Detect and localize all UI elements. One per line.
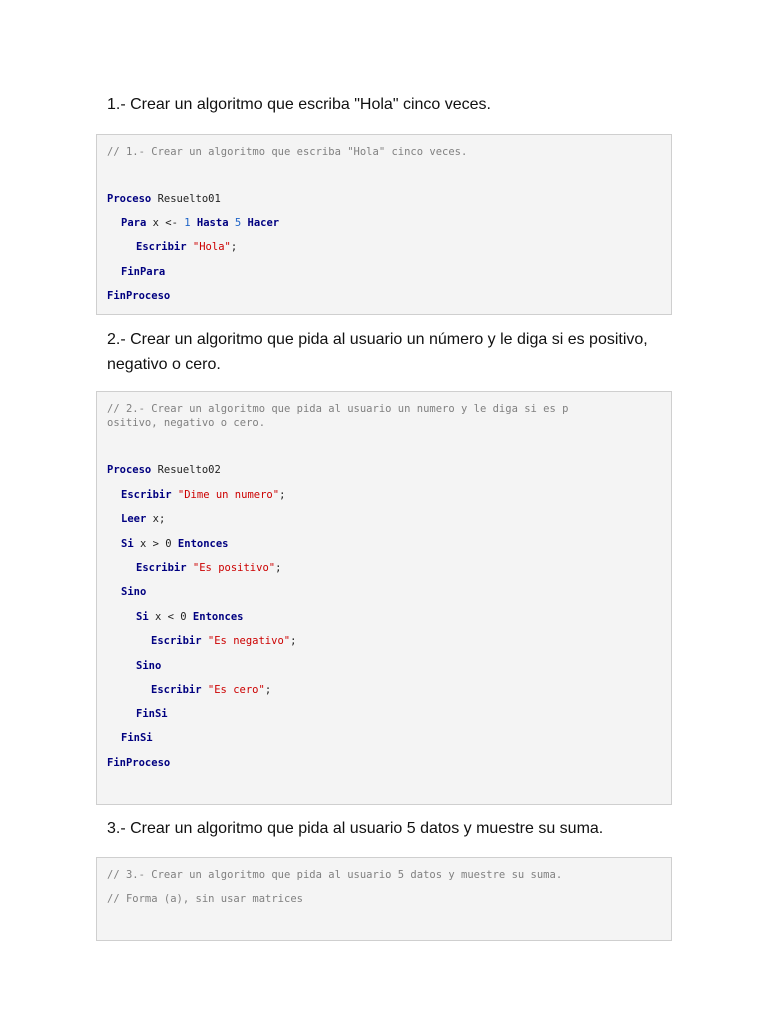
keyword-escribir: Escribir	[121, 489, 172, 501]
keyword-sino: Sino	[121, 586, 147, 598]
exercise-1-heading: 1.- Crear un algoritmo que escriba "Hola" cinco veces.	[107, 96, 491, 113]
code-line-leer	[121, 512, 165, 526]
keyword-leer: Leer	[121, 513, 147, 525]
string-es-cero: "Es cero"	[207, 684, 265, 696]
semicolon: ;	[230, 241, 238, 253]
keyword-si: Si	[136, 611, 149, 623]
exercise-1-code-block	[96, 134, 672, 315]
keyword-entonces: Entonces	[192, 611, 244, 623]
code-line-sino	[121, 585, 146, 599]
keyword-finsi: FinSi	[121, 732, 153, 744]
code-line-proceso	[107, 463, 221, 477]
code-line-para	[121, 216, 279, 230]
keyword-para: Para	[121, 217, 147, 229]
code-line-finproceso	[107, 289, 170, 303]
exercise-3-code-block	[96, 857, 672, 941]
condition-negative: x < 0	[154, 611, 187, 623]
code-line-finpara	[121, 265, 165, 279]
keyword-escribir: Escribir	[151, 684, 202, 696]
code-comment-line-1: // 3.- Crear un algoritmo que pida al usuario 5 datos y muestre su suma.	[107, 869, 563, 881]
string-es-negativo: "Es negativo"	[207, 635, 291, 647]
keyword-escribir: Escribir	[136, 562, 187, 574]
semicolon: ;	[275, 562, 282, 574]
code-line-si-positivo	[121, 537, 229, 551]
code-comment-line-2: // Forma (a), sin usar matrices	[107, 893, 303, 905]
leer-variable: x;	[152, 513, 166, 525]
para-end-value: 5	[234, 217, 242, 229]
keyword-finpara: FinPara	[121, 266, 166, 278]
keyword-proceso: Proceso	[107, 193, 152, 205]
code-line-escribir-negativo	[151, 634, 296, 648]
semicolon: ;	[279, 489, 286, 501]
keyword-sino: Sino	[136, 660, 162, 672]
exercise-2-heading-line-2: negativo o cero.	[107, 356, 221, 373]
code-line-si-negativo	[136, 610, 244, 624]
string-hola: "Hola"	[192, 241, 231, 253]
condition-positive: x > 0	[139, 538, 172, 550]
semicolon: ;	[290, 635, 297, 647]
code-line-escribir-dime	[121, 488, 285, 502]
keyword-finproceso: FinProceso	[107, 757, 171, 769]
process-name: Resuelto01	[157, 193, 221, 205]
code-line-escribir	[136, 240, 237, 254]
exercise-3-heading: 3.- Crear un algoritmo que pida al usuario 5 datos y muestre su suma.	[107, 820, 604, 837]
code-line-escribir-positivo	[136, 561, 281, 575]
string-es-positivo: "Es positivo"	[192, 562, 276, 574]
code-line-sino-inner	[136, 659, 161, 673]
keyword-proceso: Proceso	[107, 464, 152, 476]
code-line-finproceso	[107, 756, 170, 770]
keyword-si: Si	[121, 538, 134, 550]
code-line-proceso	[107, 192, 221, 206]
keyword-escribir: Escribir	[151, 635, 202, 647]
keyword-hasta: Hasta	[196, 217, 229, 229]
code-comment-line-1: // 2.- Crear un algoritmo que pida al usuario un numero y le diga si es p	[107, 403, 569, 415]
exercise-2-heading-line-1: 2.- Crear un algoritmo que pida al usuario un número y le diga si es positivo,	[107, 331, 648, 348]
keyword-finproceso: FinProceso	[107, 290, 171, 302]
code-line-escribir-cero	[151, 683, 271, 697]
process-name: Resuelto02	[157, 464, 221, 476]
semicolon: ;	[264, 684, 272, 696]
string-dime-numero: "Dime un numero"	[177, 489, 280, 501]
keyword-hacer: Hacer	[247, 217, 280, 229]
keyword-escribir: Escribir	[136, 241, 187, 253]
keyword-entonces: Entonces	[177, 538, 229, 550]
para-start-value: 1	[184, 217, 191, 229]
code-comment-line-2: ositivo, negativo o cero.	[107, 417, 266, 429]
keyword-finsi: FinSi	[136, 708, 168, 720]
code-line-finsi-outer	[121, 731, 153, 745]
exercise-2-code-block	[96, 391, 672, 805]
code-comment: // 1.- Crear un algoritmo que escriba "Hola" cinco veces.	[107, 146, 468, 158]
para-variable: x <-	[152, 217, 178, 229]
exercise-2-heading	[107, 327, 667, 377]
code-line-finsi-inner	[136, 707, 168, 721]
